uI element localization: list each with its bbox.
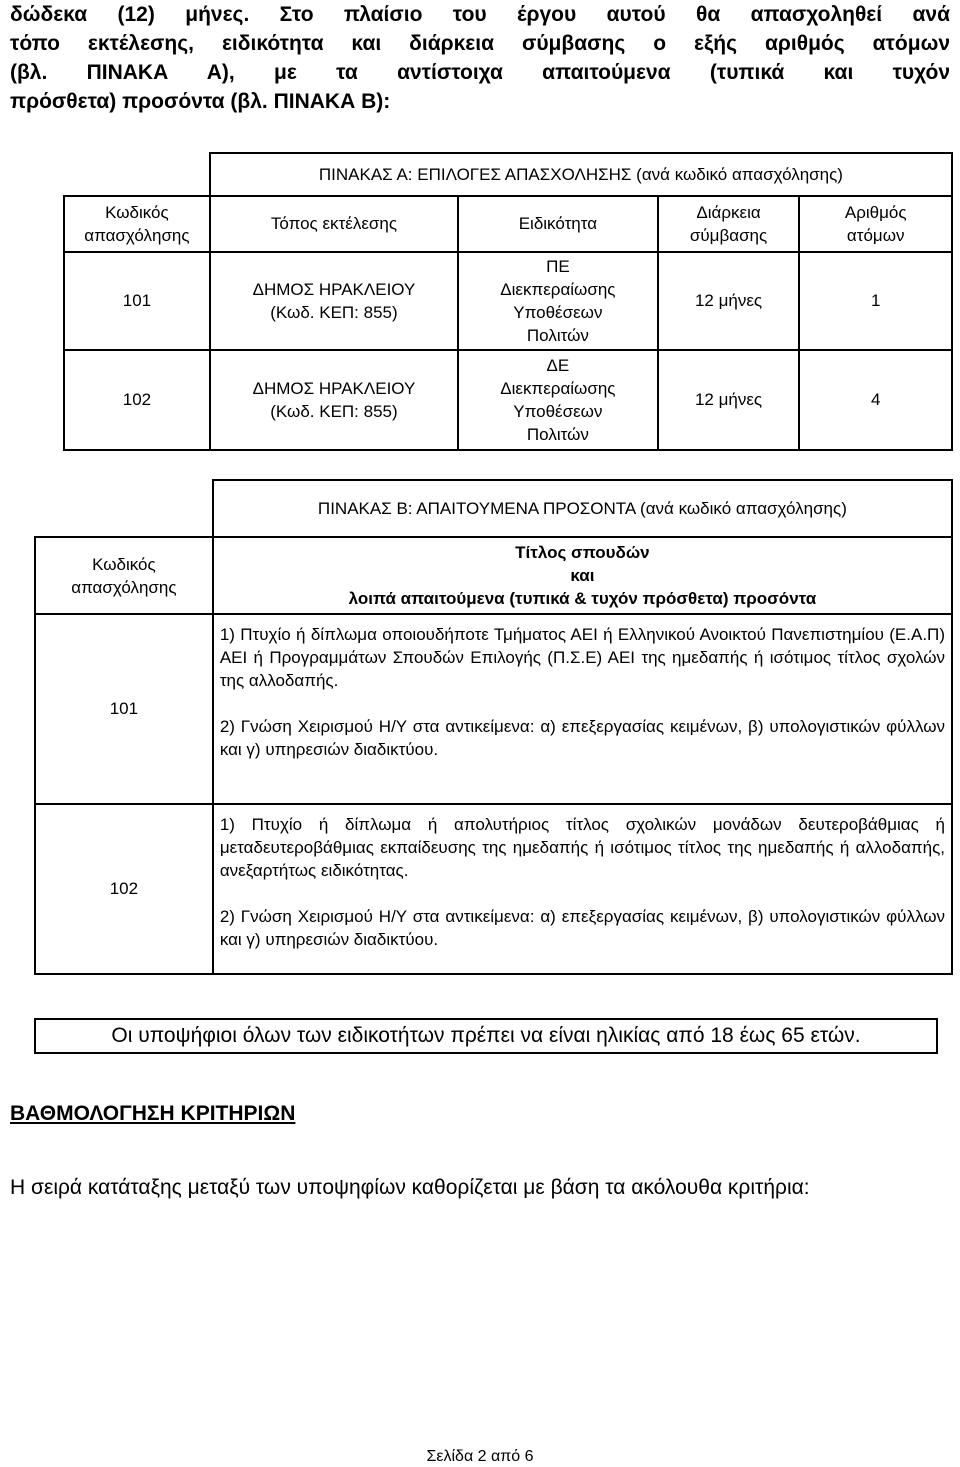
row-specialty: ΠΕ Διεκπεραίωσης Υποθέσεων Πολιτών (458, 252, 658, 350)
table-b (34, 479, 953, 975)
table-a-title: ΠΙΝΑΚΑΣ Α: ΕΠΙΛΟΓΕΣ ΑΠΑΣΧΟΛΗΣΗΣ (ανά κωδικό απασχόλησης) (210, 153, 952, 196)
header-code: Κωδικός απασχόλησης (64, 196, 210, 252)
age-notice: Οι υποψήφιοι όλων των ειδικοτήτων πρέπει να είναι ηλικίας από 18 έως 65 ετών. (34, 1018, 938, 1054)
table-row (35, 804, 952, 974)
header-qualifications: Τίτλος σπουδών και λοιπά απαιτούμενα (τυπικά & τυχόν πρόσθετα) προσόντα (213, 537, 952, 614)
table-b-header-row (35, 537, 952, 614)
row-code: 101 (35, 614, 213, 804)
header-location: Τόπος εκτέλεσης (210, 196, 458, 252)
row-code: 102 (35, 804, 213, 974)
intro-paragraph (10, 0, 950, 116)
table-row (64, 350, 952, 450)
table-row (64, 252, 952, 350)
row-duration: 12 μήνες (658, 252, 800, 350)
table-b-title-row (35, 480, 952, 537)
table-row (35, 614, 952, 804)
qualification-item: 2) Γνώση Χειρισμού Η/Υ στα αντικείμενα: α) επεξεργασίας κειμένων, β) υπολογιστικών φύλλων και γ) υπηρεσιών διαδικτύου. (219, 907, 945, 949)
table-a-title-row (64, 153, 952, 196)
table-a-header-row (64, 196, 952, 252)
table-a (63, 152, 953, 451)
row-qualifications (213, 804, 952, 974)
intro-line: πρόσθετα) προσόντα (βλ. ΠΙΝΑΚΑ Β): (10, 90, 391, 113)
header-code: Κωδικός απασχόλησης (35, 537, 213, 614)
qualification-item: 1) Πτυχίο ή δίπλωμα οποιουδήποτε Τμήματος ΑΕΙ ή Ελληνικού Ανοικτού Πανεπιστημίου (Ε.Α.Π) ΑΕΙ ή Προγραμμάτων Σπουδών Επιλογής (Π.Σ.Ε) ΑΕΙ της ημεδαπής ή ισότιμος τίτλος σχολών της αλλοδαπής. (219, 625, 945, 690)
row-duration: 12 μήνες (658, 350, 800, 450)
row-location: ΔΗΜΟΣ ΗΡΑΚΛΕΙΟΥ (Κωδ. ΚΕΠ: 855) (210, 252, 458, 350)
row-code: 101 (64, 252, 210, 350)
row-location: ΔΗΜΟΣ ΗΡΑΚΛΕΙΟΥ (Κωδ. ΚΕΠ: 855) (210, 350, 458, 450)
table-b-title: ΠΙΝΑΚΑΣ Β: ΑΠΑΙΤΟΥΜΕΝΑ ΠΡΟΣΟΝΤΑ (ανά κωδικό απασχόλησης) (213, 480, 952, 537)
header-specialty: Ειδικότητα (458, 196, 658, 252)
qualification-item: 1) Πτυχίο ή δίπλωμα ή απολυτήριος τίτλος σχολικών μονάδων δευτεροβάθμιας ή μεταδευτεροβάθμιας εκπαίδευσης της ημεδαπής ή ισότιμος τίτλος της ημεδαπής ή αλλοδαπής, ανεξαρτήτως ειδικότητας. (219, 815, 945, 880)
section-heading: ΒΑΘΜΟΛΟΓΗΣΗ ΚΡΙΤΗΡΙΩΝ (10, 1102, 296, 1125)
row-count: 4 (799, 350, 952, 450)
header-count: Αριθμός ατόμων (799, 196, 952, 252)
row-qualifications (213, 614, 952, 804)
intro-line: (βλ. ΠΙΝΑΚΑ Α), με τα αντίστοιχα απαιτούμενα (τυπικά και τυχόν (10, 61, 950, 84)
header-duration: Διάρκεια σύμβασης (658, 196, 800, 252)
criteria-text: Η σειρά κατάταξης μεταξύ των υποψηφίων καθορίζεται με βάση τα ακόλουθα κριτήρια: (10, 1176, 810, 1199)
qualification-item: 2) Γνώση Χειρισμού Η/Υ στα αντικείμενα: α) επεξεργασίας κειμένων, β) υπολογιστικών φύλλων και γ) υπηρεσιών διαδικτύου. (219, 717, 945, 759)
row-specialty: ΔΕ Διεκπεραίωσης Υποθέσεων Πολιτών (458, 350, 658, 450)
row-code: 102 (64, 350, 210, 450)
page-footer: Σελίδα 2 από 6 (426, 1448, 534, 1465)
intro-line: δώδεκα (12) μήνες. Στο πλαίσιο του έργου αυτού θα απασχοληθεί ανά (10, 3, 950, 26)
row-count: 1 (799, 252, 952, 350)
intro-line: τόπο εκτέλεσης, ειδικότητα και διάρκεια σύμβασης ο εξής αριθμός ατόμων (10, 32, 950, 55)
